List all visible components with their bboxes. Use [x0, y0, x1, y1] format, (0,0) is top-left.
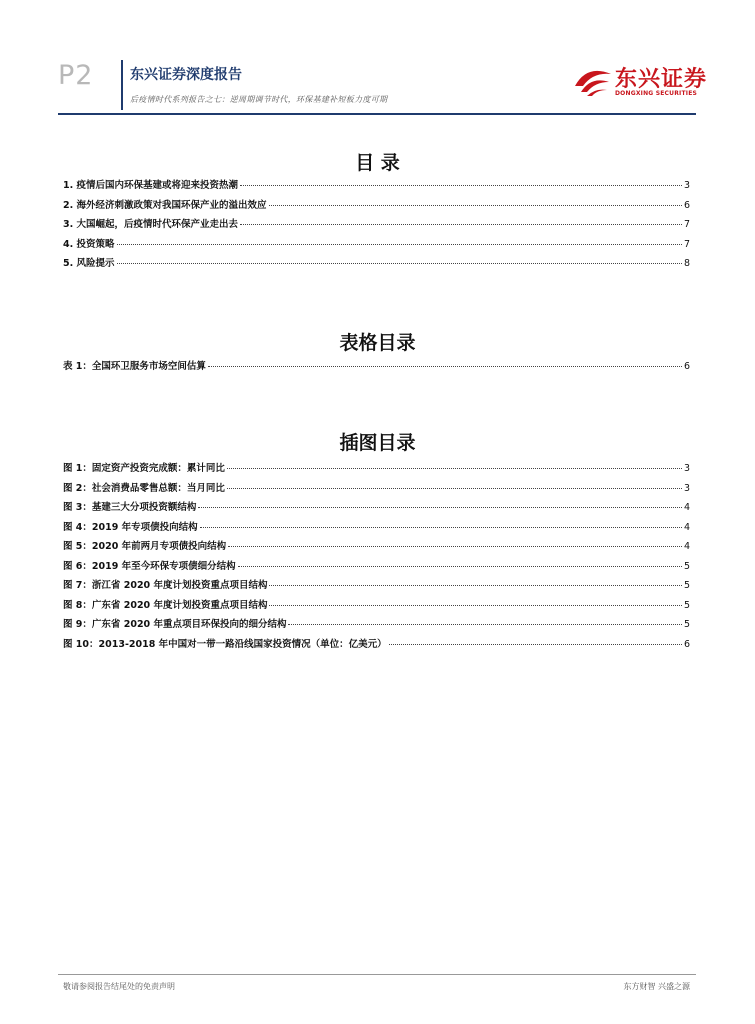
leader-dots: [198, 507, 682, 508]
toc-item-label: 3. 大国崛起，后疫情时代环保产业走出去: [63, 219, 239, 230]
toc-item[interactable]: [63, 197, 690, 217]
header-divider: [121, 60, 123, 110]
figure-list-item[interactable]: [63, 616, 690, 636]
leader-dots: [240, 224, 682, 225]
toc-item-label: 2. 海外经济刺激政策对我国环保产业的溢出效应: [63, 199, 267, 211]
leader-dots: [117, 263, 682, 264]
toc-list: [63, 177, 690, 275]
figure-item-label: 图 6：2019 年至今环保专项债细分结构: [63, 560, 236, 572]
figure-item-page: 4: [683, 541, 690, 552]
figure-list: [63, 460, 690, 655]
figure-item-page: 3: [683, 463, 690, 474]
figure-list-item[interactable]: [63, 460, 690, 480]
figure-item-label: 图 9：广东省 2020 年重点项目环保投向的细分结构: [63, 619, 287, 630]
toc-item[interactable]: [63, 216, 690, 236]
toc-item-page: 8: [683, 258, 690, 269]
leader-dots: [389, 644, 682, 645]
leader-dots: [117, 244, 682, 245]
figure-list-item[interactable]: [63, 577, 690, 597]
table-item-label: 表 1：全国环卫服务市场空间估算: [63, 361, 206, 372]
table-list-item[interactable]: [63, 358, 690, 378]
table-list-title: 表格目录: [339, 332, 416, 354]
toc-item-page: 7: [683, 238, 690, 250]
figure-item-page: 4: [683, 521, 690, 533]
toc-item[interactable]: [63, 255, 690, 275]
toc-item-page: 6: [683, 199, 690, 211]
toc-item-page: 7: [683, 219, 690, 230]
figure-item-page: 5: [683, 560, 690, 572]
figure-item-label: 图 8：广东省 2020 年度计划投资重点项目结构: [63, 599, 268, 611]
figure-item-page: 5: [683, 619, 690, 630]
leader-dots: [200, 527, 682, 528]
leader-dots: [269, 585, 681, 586]
toc-item[interactable]: [63, 177, 690, 197]
figure-item-label: 图 10：2013-2018 年中国对一带一路沿线国家投资情况（单位：亿美元）: [63, 638, 387, 650]
logo-text-cn: 东兴证券: [615, 67, 708, 92]
figure-item-label: 图 1：固定资产投资完成额：累计同比: [63, 463, 225, 474]
page-header: [0, 0, 755, 118]
footer-slogan: 东方财智 兴盛之源: [623, 982, 690, 991]
toc-item-page: 3: [683, 180, 690, 191]
footer-disclaimer: 敬请参阅报告结尾处的免责声明: [63, 982, 175, 991]
figure-item-label: 图 2：社会消费品零售总额：当月同比: [63, 482, 225, 494]
footer-rule: [58, 974, 696, 975]
figure-list-title: 插图目录: [339, 432, 416, 454]
logo-text-en: DONGXING SECURITIES: [615, 90, 698, 97]
logo-mark-icon: [573, 62, 613, 98]
leader-dots: [269, 205, 682, 206]
leader-dots: [288, 624, 681, 625]
figure-item-page: 5: [683, 580, 690, 591]
figure-item-label: 图 4：2019 年专项债投向结构: [63, 521, 198, 533]
leader-dots: [228, 546, 682, 547]
table-item-page: 6: [683, 361, 690, 372]
figure-list-item[interactable]: [63, 597, 690, 617]
figure-item-page: 3: [683, 482, 690, 494]
header-rule: [58, 113, 696, 115]
leader-dots: [238, 566, 682, 567]
company-logo: [573, 58, 708, 104]
figure-list-item[interactable]: [63, 636, 690, 656]
page-number: P2: [58, 60, 94, 91]
leader-dots: [227, 468, 682, 469]
figure-list-item[interactable]: [63, 499, 690, 519]
figure-list-item[interactable]: [63, 538, 690, 558]
toc-item-label: 1. 疫情后国内环保基建或将迎来投资热潮: [63, 180, 239, 191]
report-subtitle: 后疫情时代系列报告之七：逆周期调节时代，环保基建补短板力度可期: [130, 95, 388, 104]
figure-item-label: 图 3：基建三大分项投资额结构: [63, 502, 197, 513]
leader-dots: [208, 366, 682, 367]
figure-item-label: 图 5：2020 年前两月专项债投向结构: [63, 541, 227, 552]
figure-item-label: 图 7：浙江省 2020 年度计划投资重点项目结构: [63, 580, 268, 591]
figure-list-item[interactable]: [63, 480, 690, 500]
figure-list-item[interactable]: [63, 519, 690, 539]
toc-item-label: 4. 投资策略: [63, 238, 115, 250]
figure-item-page: 6: [683, 638, 690, 650]
toc-title: 目 录: [355, 152, 400, 174]
figure-list-item[interactable]: [63, 558, 690, 578]
leader-dots: [227, 488, 682, 489]
figure-item-page: 5: [683, 599, 690, 611]
figure-item-page: 4: [683, 502, 690, 513]
leader-dots: [269, 605, 681, 606]
table-list: [63, 358, 690, 378]
leader-dots: [240, 185, 682, 186]
report-type-title: 东兴证券深度报告: [130, 67, 242, 83]
toc-item[interactable]: [63, 236, 690, 256]
toc-item-label: 5. 风险提示: [63, 258, 115, 269]
